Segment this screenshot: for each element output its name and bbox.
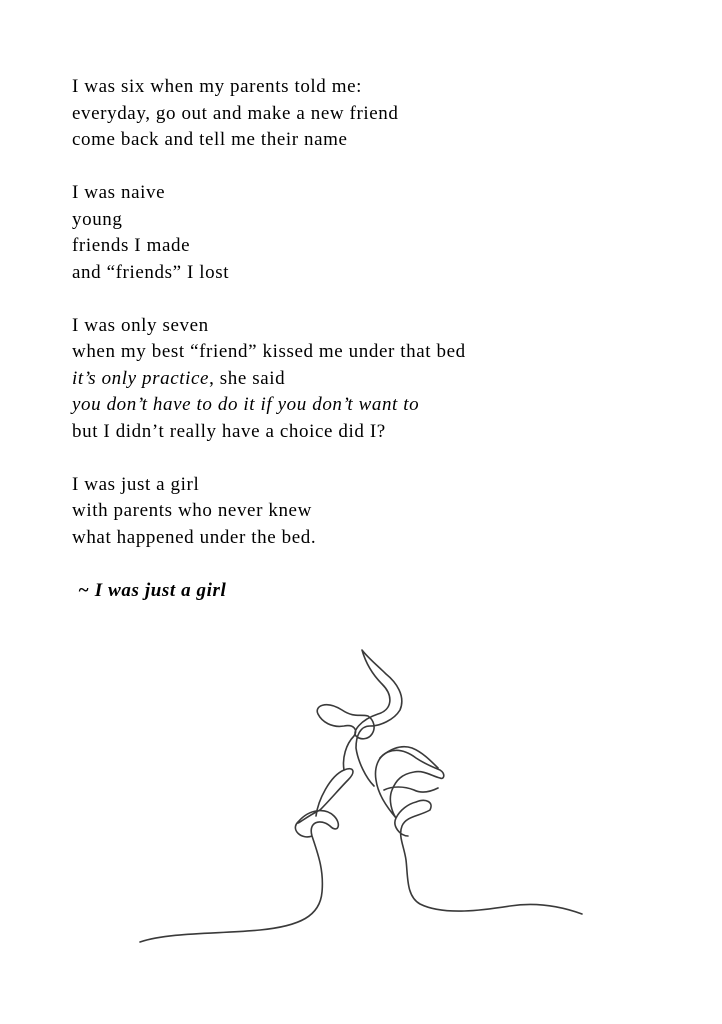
poem-line: and “friends” I lost	[72, 261, 230, 283]
poem-line: I was only seven	[72, 314, 209, 336]
stanza-gap	[72, 286, 672, 313]
left-hair-line	[317, 650, 402, 786]
poem-line: I was just a girl	[72, 473, 200, 495]
poem-signature: ~ I was just a girl	[78, 579, 227, 601]
one-line-kiss-drawing-icon	[130, 640, 590, 960]
poem-line-italic: you don’t have to do it if you don’t want to	[72, 394, 420, 415]
poem-line: everyday, go out and make a new friend	[72, 102, 399, 124]
italic-phrase: it’s only practice	[72, 367, 210, 389]
poem-line: friends I made	[72, 235, 191, 256]
stanza-gap	[72, 445, 672, 472]
poem-line	[72, 366, 672, 393]
poem-line: but I didn’t really have a choice did I?	[72, 420, 386, 442]
poem-line: what happened under the bed.	[72, 526, 317, 548]
right-face-line	[376, 750, 583, 914]
poem-text	[72, 74, 672, 604]
poem-line: young	[72, 208, 123, 230]
stanza-gap	[72, 154, 672, 181]
poem-line: come back and tell me their name	[72, 129, 348, 150]
poem-line: when my best “friend” kissed me under that bed	[72, 341, 466, 362]
poem-line: with parents who never knew	[72, 500, 312, 521]
poem-line-rest: , she said	[209, 367, 286, 389]
stanza-gap	[72, 551, 672, 578]
left-face-line	[140, 769, 353, 942]
poem-line: I was naive	[72, 182, 166, 203]
poem-line: I was six when my parents told me:	[72, 76, 363, 97]
